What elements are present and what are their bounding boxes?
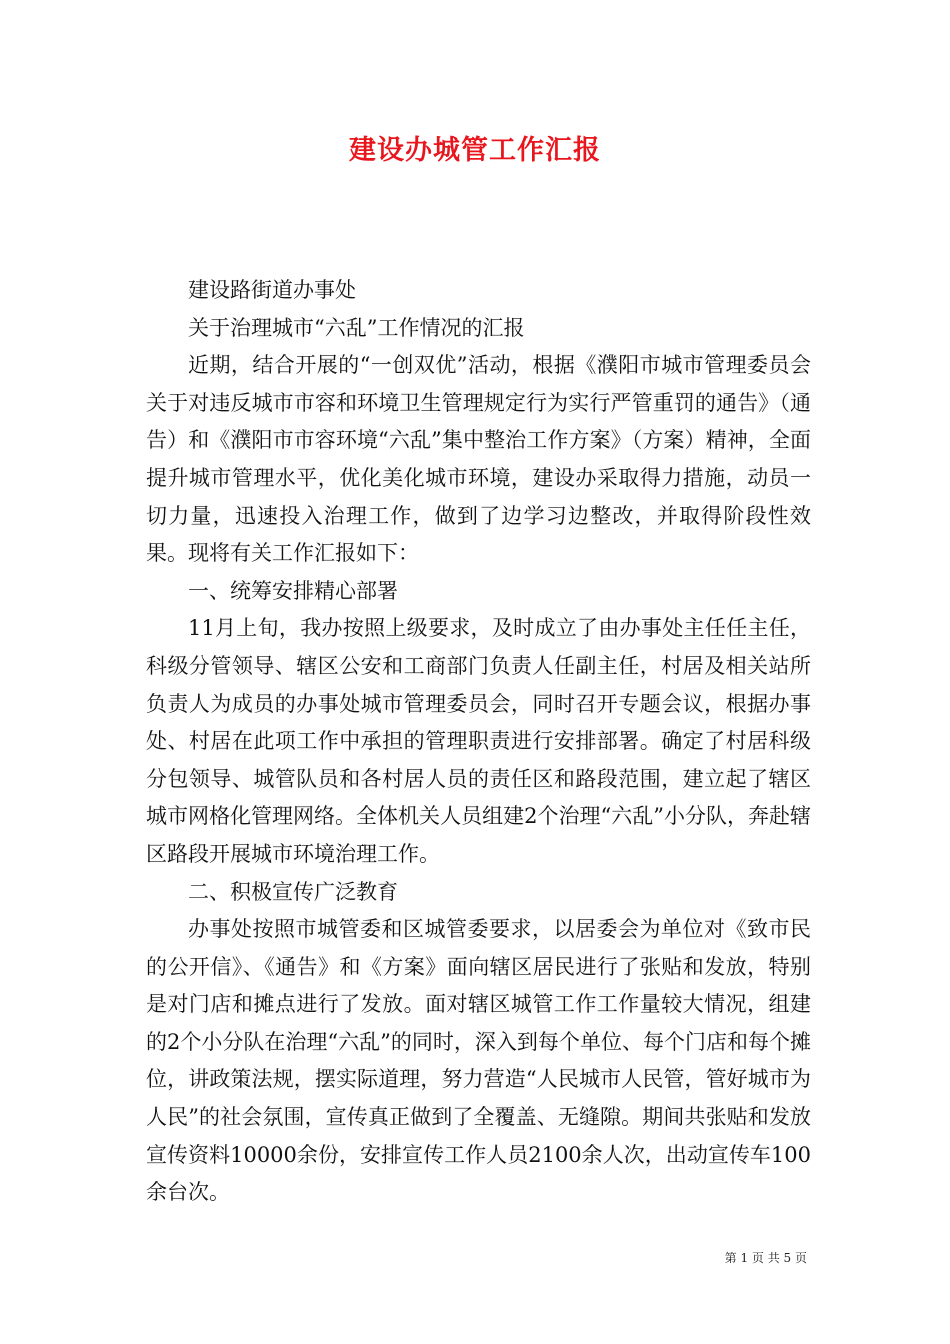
section-heading-1: 一、统筹安排精心部署 — [188, 578, 398, 603]
document-body — [146, 272, 811, 1212]
section-heading-2: 二、积极宣传广泛教育 — [188, 879, 398, 904]
intro-paragraph: 近期，结合开展的“一创双优”活动，根据《濮阳市城市管理委员会关于对违反城市市容和环境卫生管理规定行为实行严管重罚的通告》（通告）和《濮阳市市容环境“六乱”集中整治工作方案》（方案）精神，全面提升城市管理水平，优化美化城市环境，建设办采取得力措施，动员一切力量，迅速投入治理工作，做到了边学习边整改，并取得阶段性效果。现将有关工作汇报如下： — [146, 353, 811, 566]
document-title: 建设办城管工作汇报 — [349, 135, 601, 166]
page-number: 第 1 页 共 5 页 — [724, 1251, 807, 1265]
org-name: 建设路街道办事处 — [188, 278, 356, 302]
section-paragraph-2: 办事处按照市城管委和区城管委要求，以居委会为单位对《致市民的公开信》、《通告》和《方案》面向辖区居民进行了张贴和发放，特别是对门店和摊点进行了发放。面对辖区城管工作工作量较大情况，组建的2个小分队在治理“六乱”的同时，深入到每个单位、每个门店和每个摊位，讲政策法规，摆实际道理，努力营造“人民城市人民管，管好城市为人民”的社会氛围，宣传真正做到了全覆盖、无缝隙。期间共张贴和发放宣传资料10000余份，安排宣传工作人员2100余人次，出动宣传车100余台次。 — [146, 917, 811, 1205]
section-paragraph-1: 11月上旬，我办按照上级要求，及时成立了由办事处主任任主任，科级分管领导、辖区公安和工商部门负责人任副主任，村居及相关站所负责人为成员的办事处城市管理委员会，同时召开专题会议，根据办事处、村居在此项工作中承担的管理职责进行安排部署。确定了村居科级分包领导、城管队员和各村居人员的责任区和路段范围，建立起了辖区城市网格化管理网络。全体机关人员组建2个治理“六乱”小分队，奔赴辖区路段开展城市环境治理工作。 — [146, 616, 811, 866]
report-subtitle: 关于治理城市“六乱”工作情况的汇报 — [188, 315, 525, 340]
